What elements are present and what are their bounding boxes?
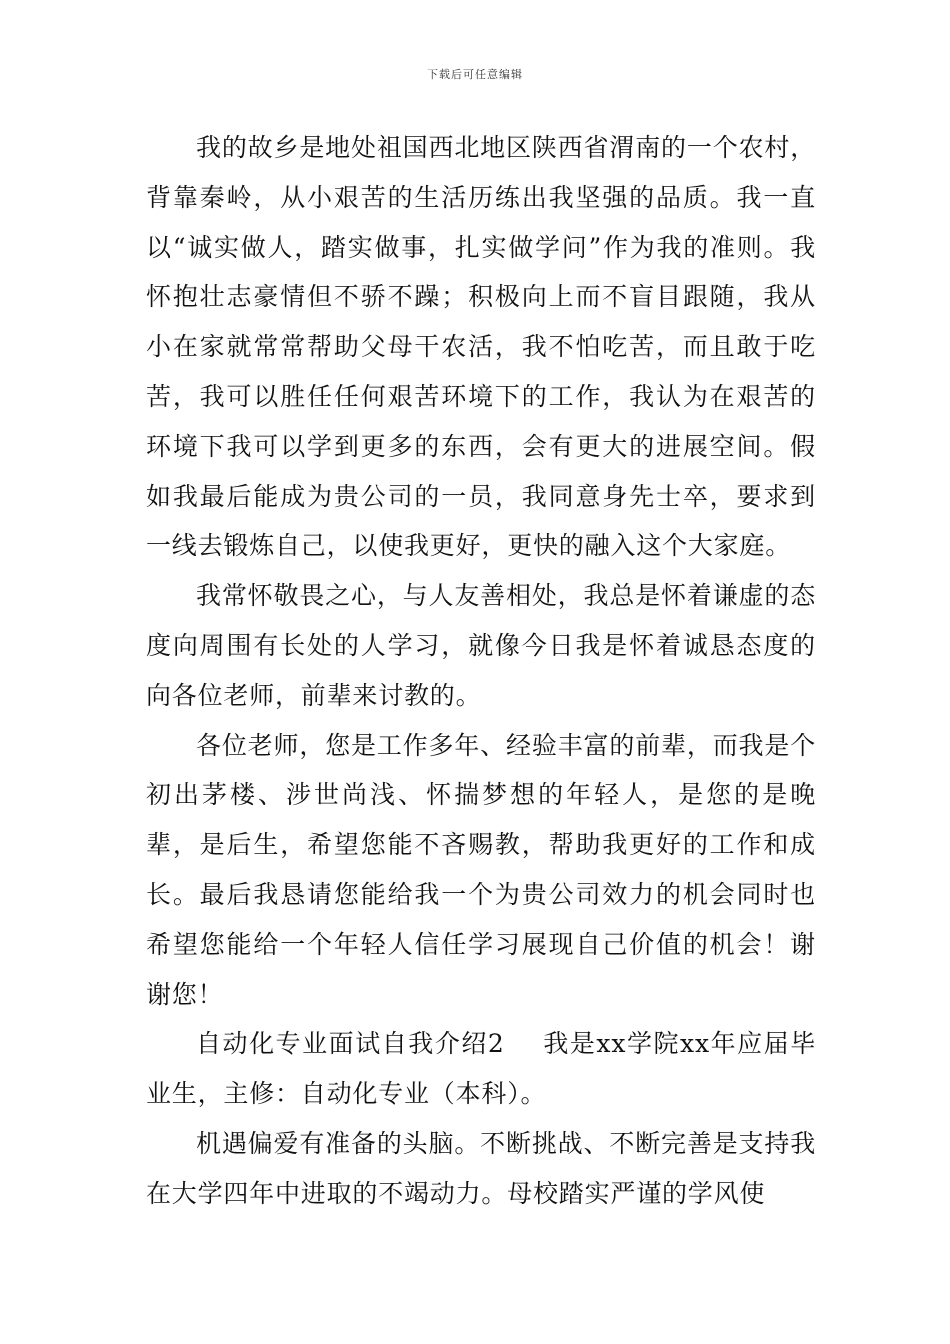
section-intro: 我是xx学院xx年应届毕业生，主修：自动化专业（本科）。 [146,1029,816,1109]
section-paragraph [146,1019,816,1119]
section-title: 自动化专业面试自我介绍2 [196,1029,505,1059]
paragraph-closing: 各位老师，您是工作多年、经验丰富的前辈，而我是个初出茅楼、涉世尚浅、怀揣梦想的年轻人，是您的是晚辈，是后生，希望您能不吝赐教，帮助我更好的工作和成长。最后我恳请您能给我一个为贵公司效力的机会同时也希望您能给一个年轻人信任学习展现自己价值的机会！谢谢您！ [146,730,816,1009]
paragraph-hometown: 我的故乡是地处祖国西北地区陕西省渭南的一个农村，背靠秦岭，从小艰苦的生活历练出我坚强的品质。我一直以“诚实做人，踏实做事，扎实做学问”作为我的准则。我怀抱壮志豪情但不骄不躁；积极向上而不盲目跟随，我从小在家就常常帮助父母干农活，我不怕吃苦，而且敢于吃苦，我可以胜任任何艰苦环境下的工作，我认为在艰苦的环境下我可以学到更多的东西，会有更大的进展空间。假如我最后能成为贵公司的一员，我同意身先士卒，要求到一线去锻炼自己，以使我更好，更快的融入这个大家庭。 [146,133,816,561]
document-body [146,123,816,1219]
header-note: 下载后可任意编辑 [427,68,523,81]
paragraph-opportunity: 机遇偏爱有准备的头脑。不断挑战、不断完善是支持我在大学四年中进取的不竭动力。母校踏实严谨的学风使 [146,1128,816,1208]
paragraph-attitude: 我常怀敬畏之心，与人友善相处，我总是怀着谦虚的态度向周围有长处的人学习，就像今日我是怀着诚恳态度的向各位老师，前辈来讨教的。 [146,581,816,710]
